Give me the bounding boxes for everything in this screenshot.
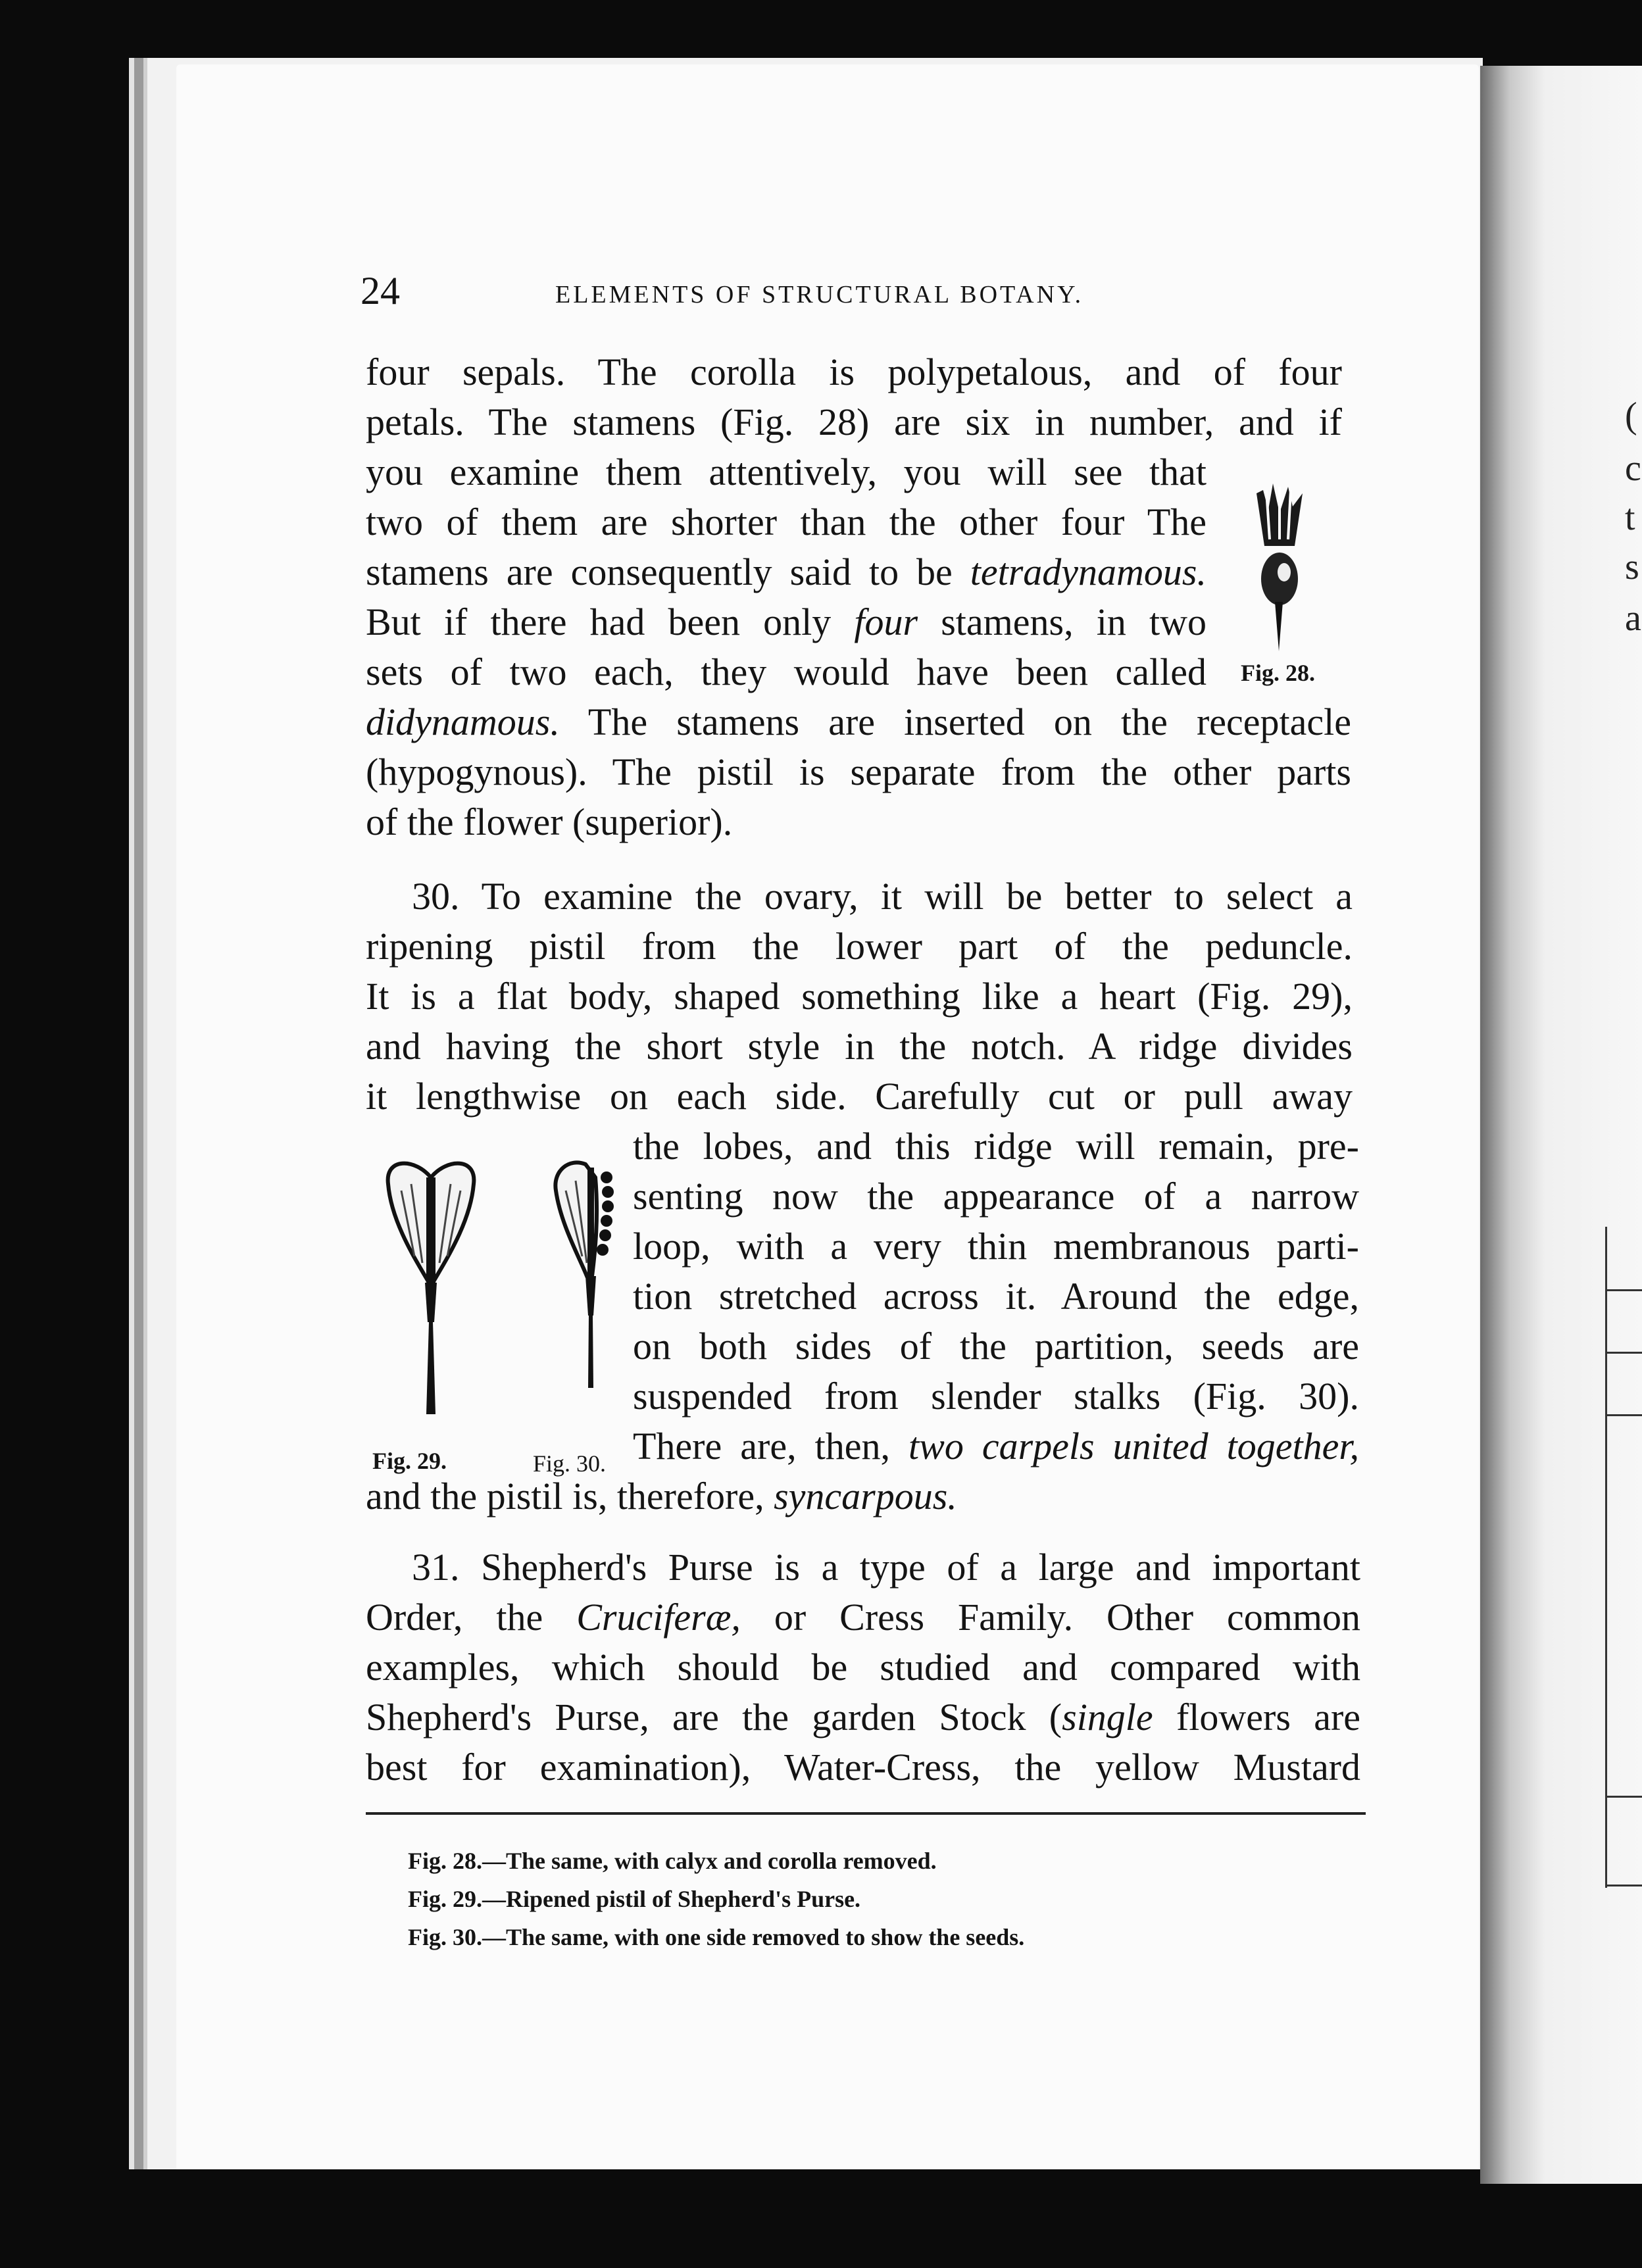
text-line: There are, then, two carpels united together, xyxy=(633,1425,1360,1467)
running-head: ELEMENTS OF STRUCTURAL BOTANY. xyxy=(555,281,1084,308)
paragraph-1-rest xyxy=(366,697,1351,847)
text-line: didynamous. The stamens are inserted on the receptacle xyxy=(366,701,1351,743)
facing-table-rule xyxy=(1605,1352,1642,1354)
facing-page-fragment: s xyxy=(1625,547,1639,587)
fig-29-label: Fig. 29. xyxy=(372,1448,447,1474)
text-line: ripening pistil from the lower part of the peduncle. xyxy=(366,925,1353,968)
footnote: Fig. 30.—The same, with one side removed to show the seeds. xyxy=(408,1924,1025,1950)
text-line: 31. Shepherd's Purse is a type of a large and important xyxy=(412,1546,1360,1589)
facing-page-fragment: ( xyxy=(1625,395,1637,436)
text-line: tion stretched across it. Around the edge, xyxy=(633,1275,1359,1318)
text-line: examples, which should be studied and compared with xyxy=(366,1646,1360,1689)
text-line: and the pistil is, therefore, syncarpous. xyxy=(366,1475,957,1517)
text-line: It is a flat body, shaped something like a heart (Fig. 29), xyxy=(366,975,1353,1018)
text-line: on both sides of the partition, seeds are xyxy=(633,1325,1359,1368)
text-line: of the flower (superior). xyxy=(366,801,733,843)
text-line: best for examination), Water-Cress, the yellow Mustard xyxy=(366,1746,1360,1788)
facing-page-fragment: a xyxy=(1625,598,1641,639)
text-line: it lengthwise on each side. Carefully cut or pull away xyxy=(366,1075,1353,1118)
text-line: senting now the appearance of a narrow xyxy=(633,1175,1359,1218)
paragraph-2-end xyxy=(366,1471,1089,1521)
text-line: sets of two each, they would have been called xyxy=(366,651,1207,693)
facing-table-rule xyxy=(1605,1289,1642,1291)
text-line: petals. The stamens (Fig. 28) are six in number, and if xyxy=(366,401,1342,443)
footnote-rule xyxy=(366,1812,1366,1815)
fig-30-label: Fig. 30. xyxy=(533,1450,607,1477)
text-line: four sepals. The corolla is polypetalous, and of four xyxy=(366,351,1342,393)
text-line: stamens are consequently said to be tetradynamous. xyxy=(366,551,1207,593)
page-header xyxy=(361,268,1360,321)
fig-30-pistil-section-illustration xyxy=(546,1151,632,1401)
paragraph-2 xyxy=(366,872,1353,1122)
footnotes xyxy=(408,1842,1024,1956)
text-line: the lobes, and this ridge will remain, pre- xyxy=(633,1125,1359,1168)
facing-page-fragment: c xyxy=(1625,448,1641,489)
paragraph-2-wrap xyxy=(633,1122,1359,1471)
facing-table-border xyxy=(1605,1227,1607,1888)
text-line: (hypogynous). The pistil is separate from the other parts xyxy=(366,751,1351,793)
facing-page-fragment: t xyxy=(1625,497,1635,538)
text-line: 30. To examine the ovary, it will be better to select a xyxy=(412,875,1353,918)
facing-table-rule xyxy=(1605,1796,1642,1798)
footnote: Fig. 29.—Ripened pistil of Shepherd's Purse. xyxy=(408,1886,861,1912)
facing-page xyxy=(1480,66,1642,2184)
text-line: loop, with a very thin membranous parti- xyxy=(633,1225,1359,1268)
fig-28-stamens-illustration xyxy=(1237,474,1322,658)
fig-28-label: Fig. 28. xyxy=(1241,660,1315,686)
text-line: you examine them attentively, you will see that xyxy=(366,451,1207,493)
text-line: and having the short style in the notch. A ridge divides xyxy=(366,1025,1353,1068)
fig-29-pistil-illustration xyxy=(382,1151,480,1427)
text-line: two of them are shorter than the other four The xyxy=(366,501,1207,543)
text-line: But if there had been only four stamens, in two xyxy=(366,601,1207,643)
facing-table-rule xyxy=(1605,1885,1642,1886)
text-line: suspended from slender stalks (Fig. 30). xyxy=(633,1375,1359,1418)
paragraph-1-wrap xyxy=(366,447,1207,697)
paragraph-3 xyxy=(366,1542,1360,1792)
page-number: 24 xyxy=(361,269,400,312)
text-line: Order, the Cruciferæ, or Cress Family. Other common xyxy=(366,1596,1360,1639)
facing-table-rule xyxy=(1605,1414,1642,1416)
text-line: Shepherd's Purse, are the garden Stock (single flowers are xyxy=(366,1696,1361,1738)
footnote: Fig. 28.—The same, with calyx and corolla removed. xyxy=(408,1848,937,1874)
paragraph-1 xyxy=(366,347,1342,447)
